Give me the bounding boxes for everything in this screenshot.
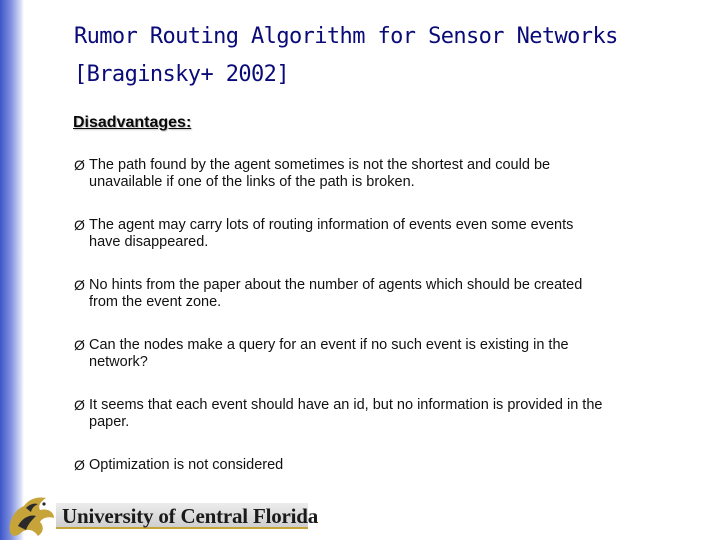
arrow-bullet-icon: Ø [74,457,85,473]
list-item [74,337,674,371]
list-item [74,277,674,311]
slide-title-line-2: [Braginsky+ 2002] [74,62,289,87]
arrow-bullet-icon: Ø [74,337,85,353]
bullet-line-2: from the event zone. [89,294,222,310]
bullet-line-2: paper. [89,414,130,430]
bullet-line-1: No hints from the paper about the number of agents which should be created [89,277,583,293]
university-logo [4,492,324,540]
arrow-bullet-icon: Ø [74,277,85,293]
list-item [74,397,674,431]
bullet-line-1: It seems that each event should have an id, but no information is provided in the [89,397,603,413]
bullet-line-1: Can the nodes make a query for an event if no such event is existing in the [89,337,569,353]
bullet-line-2: network? [89,354,148,370]
bullet-line-2: unavailable if one of the links of the path is broken. [89,174,415,190]
section-heading-disadvantages: Disadvantages: [73,114,192,131]
bullet-line-2: have disappeared. [89,234,209,250]
university-logo-text: University of Central Florida [56,503,308,529]
pegasus-icon [4,492,58,540]
slide-title-line-1: Rumor Routing Algorithm for Sensor Networks [74,24,618,49]
list-item [74,217,674,251]
arrow-bullet-icon: Ø [74,157,85,173]
list-item [74,157,674,191]
bullet-line-1: The agent may carry lots of routing information of events even some events [89,217,574,233]
slide-side-gradient-bar [0,0,24,540]
bullet-line-1: The path found by the agent sometimes is not the shortest and could be [89,157,551,173]
list-item [74,457,674,474]
slide-title [74,18,674,94]
arrow-bullet-icon: Ø [74,217,85,233]
arrow-bullet-icon: Ø [74,397,85,413]
bullet-line-1: Optimization is not considered [89,457,284,473]
disadvantages-list [74,157,674,474]
